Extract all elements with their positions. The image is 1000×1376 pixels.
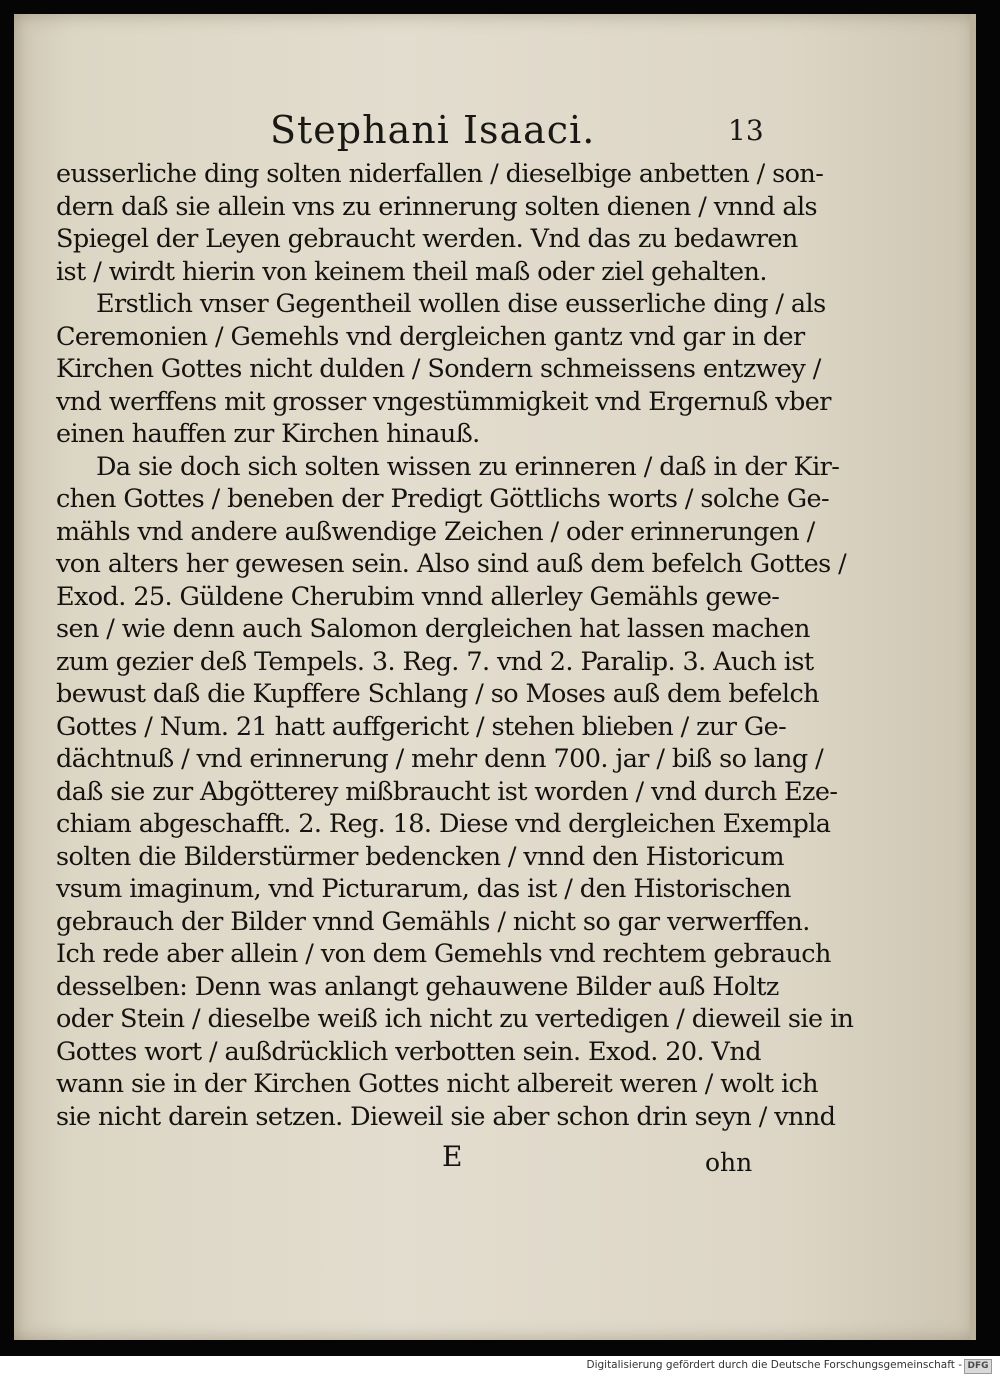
text-line: zum gezier deß Tempels. 3. Reg. 7. vnd 2. Paralip. 3. Auch ist: [56, 646, 814, 677]
text-line: dern daß sie allein vns zu erinnerung solten dienen / vnnd als: [56, 191, 818, 222]
text-line: oder Stein / dieselbe weiß ich nicht zu vertedigen / dieweil sie in: [56, 1004, 854, 1034]
text-line: Da sie doch sich solten wissen zu erinneren / daß in der Kir-: [96, 451, 840, 482]
dfg-logo-icon: DFG: [964, 1359, 992, 1374]
text-line: Gottes wort / außdrücklich verbotten sein. Exod. 20. Vnd: [56, 1036, 761, 1067]
text-line: solten die Bilderstürmer bedencken / vnnd den Historicum: [56, 841, 784, 872]
text-line: daß sie zur Abgötterey mißbraucht ist worden / vnd durch Eze-: [56, 776, 838, 807]
text-line: wann sie in der Kirchen Gottes nicht albereit weren / wolt ich: [56, 1069, 819, 1099]
text-line: chiam abgeschafft. 2. Reg. 18. Diese vnd dergleichen Exempla: [56, 809, 831, 839]
text-line: eusserliche ding solten niderfallen / dieselbige anbetten / son-: [56, 159, 824, 189]
text-line: vnd werffens mit grosser vngestümmigkeit vnd Ergernuß vber: [56, 386, 831, 417]
text-line: mähls vnd andere außwendige Zeichen / oder erinnerungen /: [56, 516, 815, 547]
text-line: Erstlich vnser Gegentheil wollen dise eusserliche ding / als: [96, 289, 826, 319]
text-line: einen hauffen zur Kirchen hinauß.: [56, 419, 480, 449]
text-line: vsum imaginum, vnd Picturarum, das ist / den Historischen: [56, 874, 791, 904]
text-line: dächtnuß / vnd erinnerung / mehr denn 700. jar / biß so lang /: [56, 744, 824, 774]
catchword: ohn: [705, 1148, 753, 1177]
text-line: sie nicht darein setzen. Dieweil sie aber schon drin seyn / vnnd: [56, 1101, 836, 1132]
text-line: Exod. 25. Güldene Cherubim vnnd allerley Gemähls gewe-: [56, 581, 780, 612]
page-number: 13: [728, 114, 764, 147]
funding-credit: Digitalisierung gefördert durch die Deutsche Forschungsgemeinschaft -: [586, 1359, 962, 1371]
text-line: ist / wirdt hierin von keinem theil maß oder ziel gehalten.: [56, 256, 767, 287]
running-head: Stephani Isaaci.: [270, 108, 596, 152]
text-line: desselben: Denn was anlangt gehauwene Bilder auß Holtz: [56, 971, 779, 1002]
text-line: gebrauch der Bilder vnnd Gemähls / nicht so gar verwerffen.: [56, 906, 810, 937]
text-line: Spiegel der Leyen gebraucht werden. Vnd das zu bedawren: [56, 224, 798, 254]
body-text: [56, 158, 854, 1133]
text-line: bewust daß die Kupffere Schlang / so Moses auß dem befelch: [56, 679, 819, 709]
text-line: Ceremonien / Gemehls vnd dergleichen gantz vnd gar in der: [56, 321, 805, 352]
text-line: Kirchen Gottes nicht dulden / Sondern schmeissens entzwey /: [56, 354, 821, 384]
text-line: Gottes / Num. 21 hatt auffgericht / stehen blieben / zur Ge-: [56, 711, 787, 742]
text-line: chen Gottes / beneben der Predigt Göttlichs worts / solche Ge-: [56, 484, 829, 514]
signature-mark: E: [442, 1140, 463, 1173]
text-line: sen / wie denn auch Salomon dergleichen hat lassen machen: [56, 614, 810, 644]
text-line: Ich rede aber allein / von dem Gemehls vnd rechtem gebrauch: [56, 939, 831, 969]
text-line: von alters her gewesen sein. Also sind auß dem befelch Gottes /: [56, 549, 847, 579]
footer-bar: [0, 1356, 1000, 1376]
page-edge: [970, 14, 976, 1340]
